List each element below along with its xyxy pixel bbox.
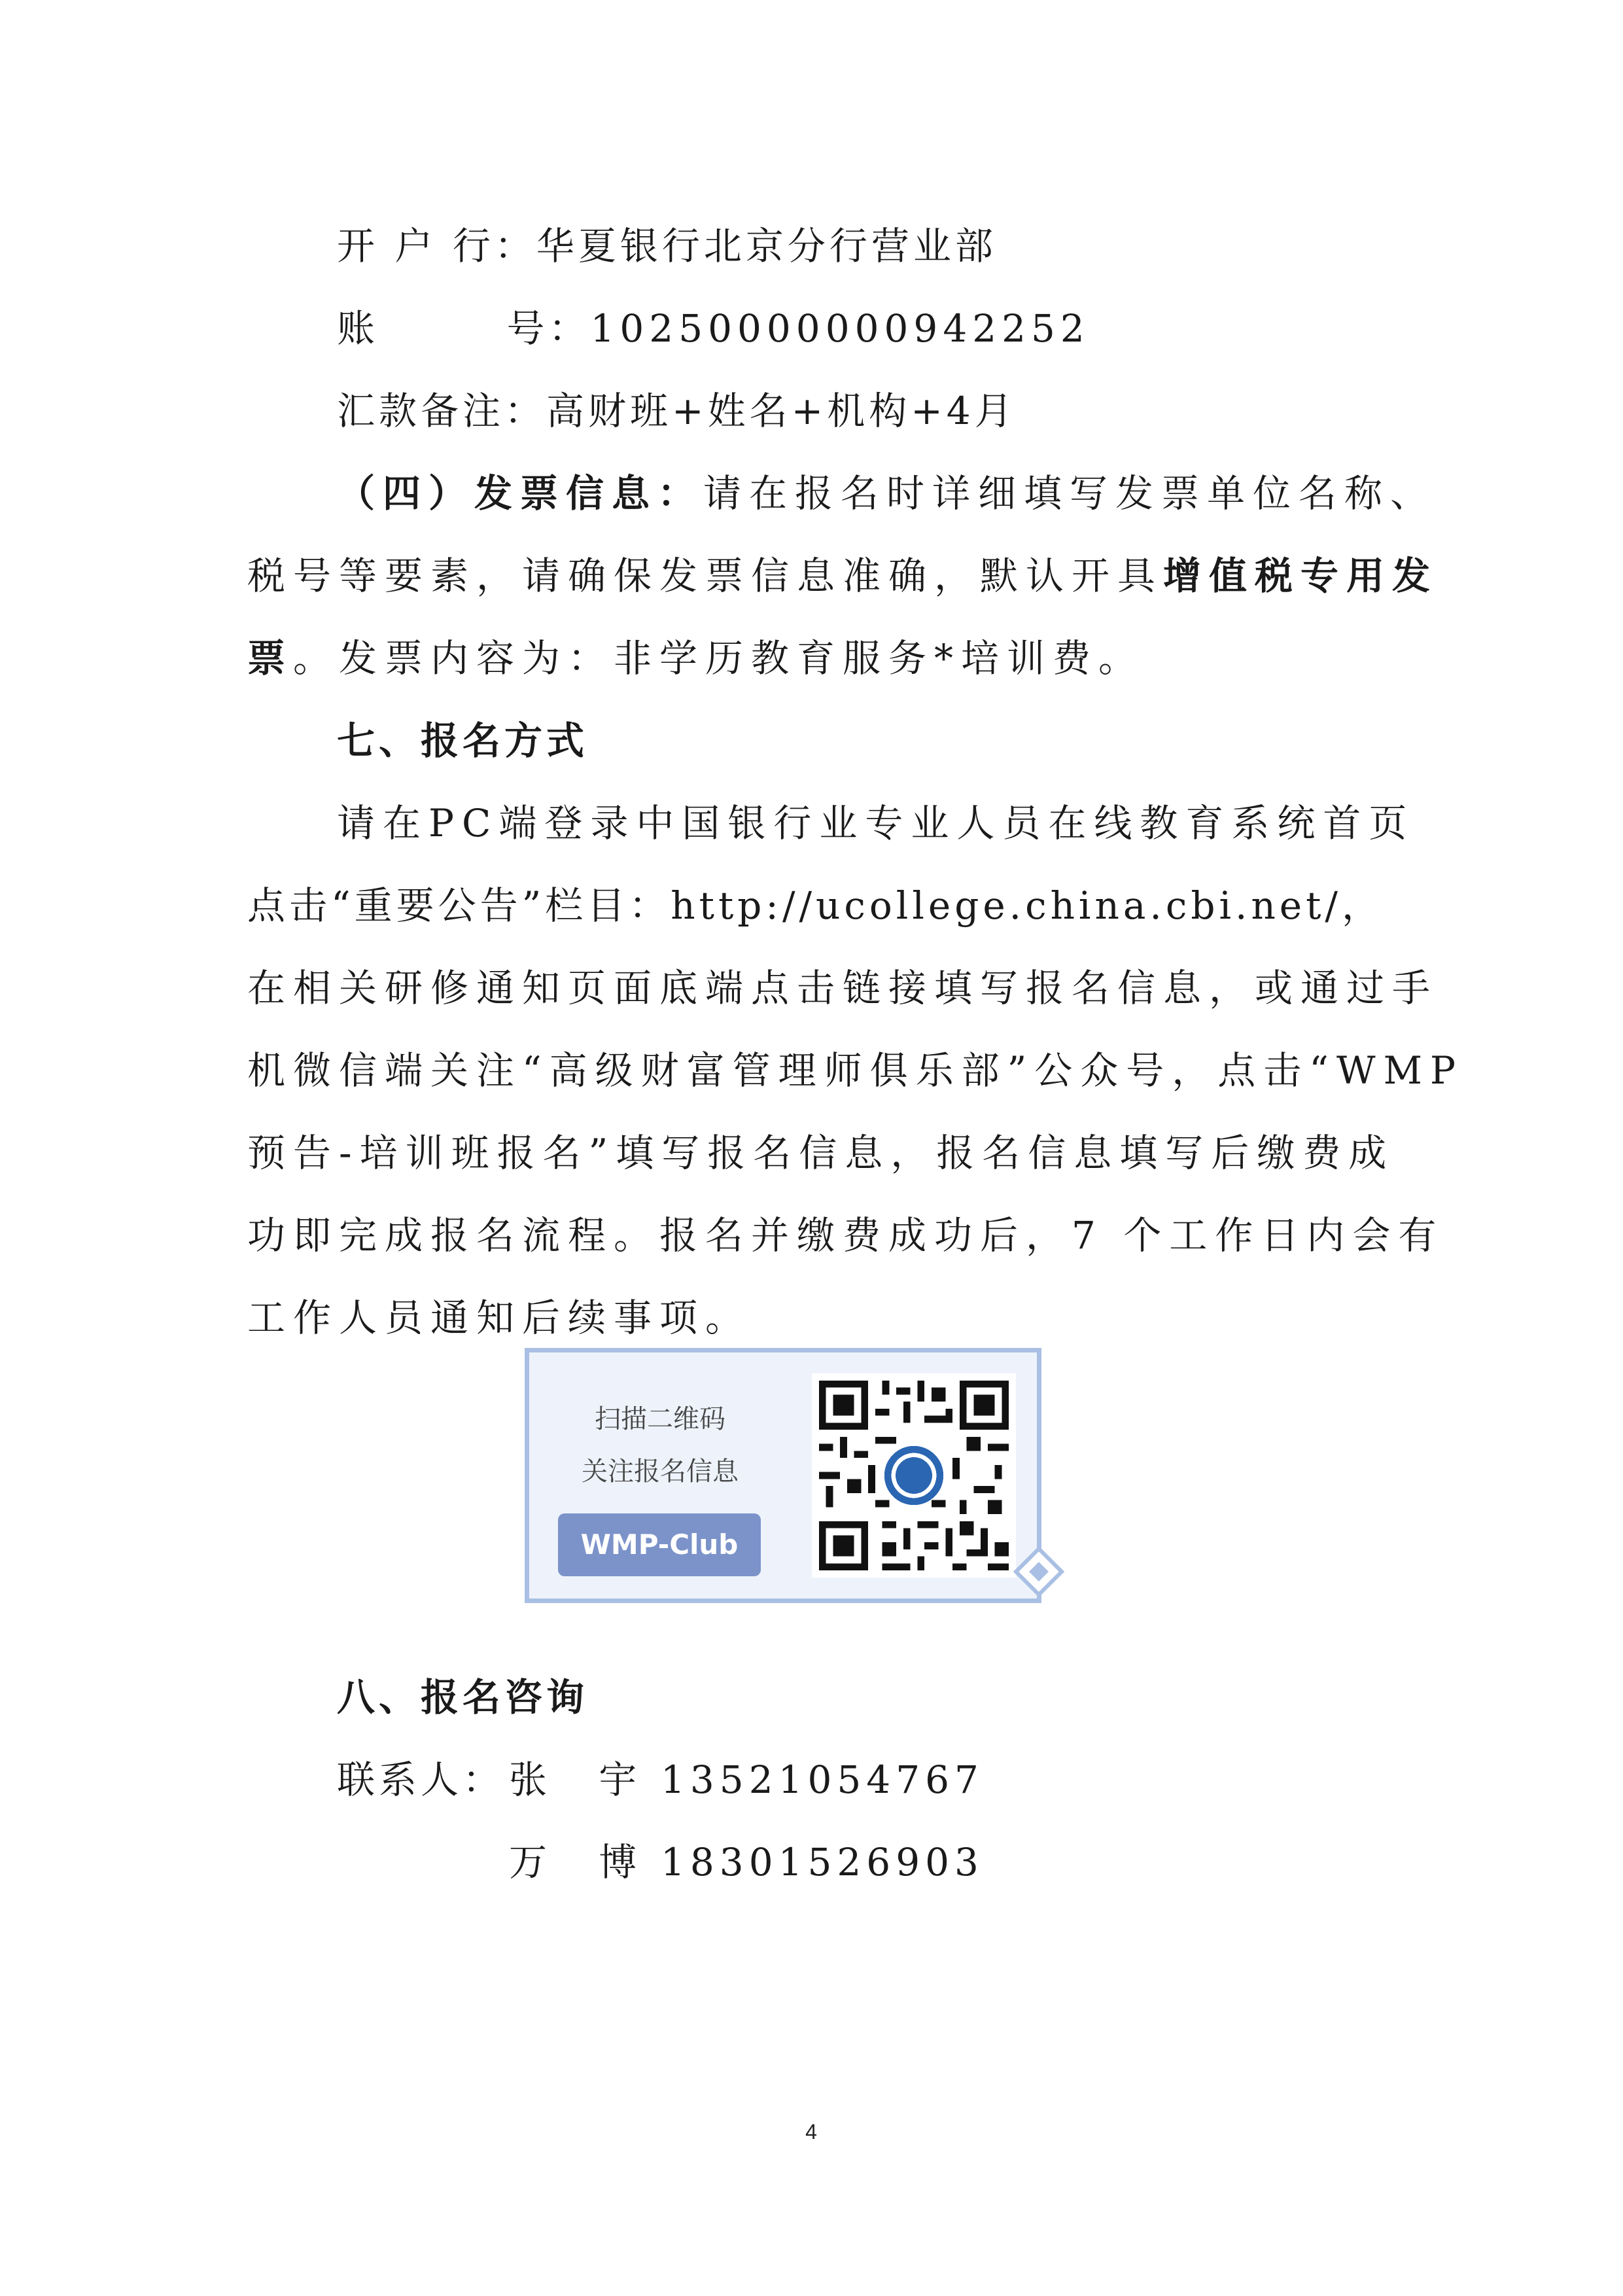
invoice-text-3: 。发票内容为：非学历教育服务*培训费。 <box>293 636 1145 680</box>
section-7-line-url[interactable]: 点击“重要公告”栏目：http://ucollege.china.cbi.net/， <box>247 883 1384 928</box>
invoice-label: （四）发票信息： <box>337 471 704 516</box>
contact-phone[interactable]: 13521054767 <box>661 1757 984 1802</box>
qr-code-image <box>812 1373 1016 1578</box>
bank-value: 华夏银行北京分行营业部 <box>536 224 997 268</box>
section-7-line: 在相关研修通知页面底端点击链接填写报名信息，或通过手 <box>247 966 1439 1010</box>
qr-caption-1: 扫描二维码 <box>595 1404 725 1434</box>
bank-label: 开 户 行： <box>337 224 536 268</box>
qr-code-icon <box>812 1373 1016 1578</box>
bank-row <box>337 220 997 272</box>
invoice-text-2: 税号等要素，请确保发票信息准确，默认开具 <box>247 554 1164 598</box>
section-7-line: 工作人员通知后续事项。 <box>247 1296 752 1340</box>
invoice-vat-bold-end: 票 <box>247 636 294 680</box>
remark-value: 高财班+姓名+机构+4月 <box>546 389 1017 433</box>
contact-name: 张 宇 <box>509 1757 641 1802</box>
section-7-line: 功即完成报名流程。报名并缴费成功后，7 个工作日内会有 <box>247 1213 1444 1258</box>
qr-caption-2: 关注报名信息 <box>582 1457 739 1487</box>
invoice-line-1 <box>337 467 1436 520</box>
section-8-heading: 八、报名咨询 <box>337 1675 589 1720</box>
account-row <box>337 302 1090 355</box>
contact-name: 万 博 <box>509 1840 641 1884</box>
section-7-line: 机微信端关注“高级财富管理师俱乐部”公众号，点击“WMP <box>247 1048 1463 1093</box>
invoice-line-3 <box>247 632 1144 684</box>
invoice-text-1: 请在报名时详细填写发票单位名称、 <box>703 471 1437 516</box>
section-7-line: 预告-培训班报名”填写报名信息，报名信息填写后缴费成 <box>247 1131 1395 1175</box>
remark-row <box>337 385 1017 437</box>
fold-corner-icon <box>1009 1542 1068 1601</box>
page-number: 4 <box>805 2120 817 2144</box>
account-label: 账 号： <box>337 306 591 351</box>
remark-label: 汇款备注： <box>337 389 547 433</box>
section-7-heading: 七、报名方式 <box>337 718 589 763</box>
invoice-vat-bold: 增值税专用发 <box>1163 554 1439 598</box>
account-value: 10250000000942252 <box>590 306 1090 351</box>
wmp-club-button[interactable]: WMP-Club <box>558 1513 761 1576</box>
contact-phone[interactable]: 18301526903 <box>661 1840 984 1884</box>
section-7-line: 请在PC端登录中国银行业专业人员在线教育系统首页 <box>337 801 1415 845</box>
contact-row <box>337 1754 504 1806</box>
invoice-line-2 <box>247 550 1438 602</box>
qr-card <box>525 1348 1041 1603</box>
contact-label: 联系人： <box>337 1757 505 1802</box>
